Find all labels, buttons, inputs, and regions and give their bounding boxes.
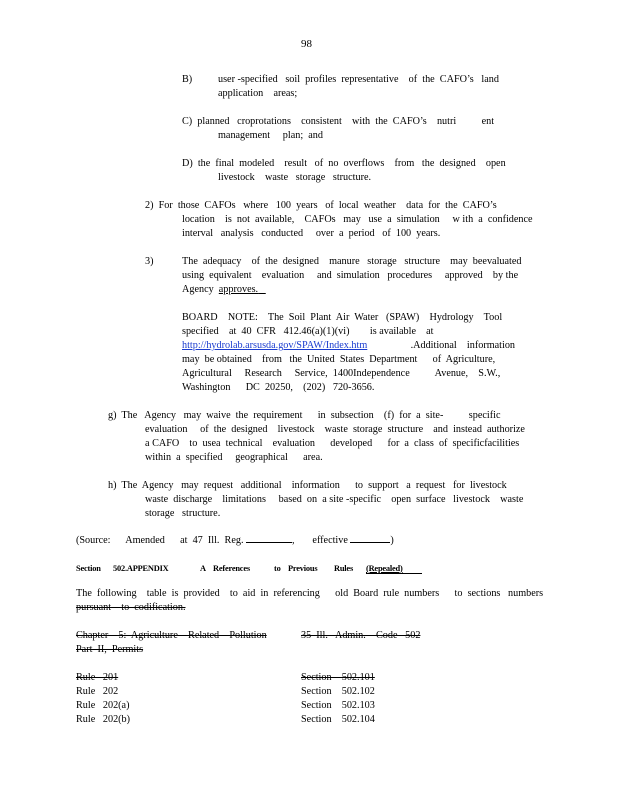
board-note-line-5: Agricultural Research Service, 1400Independence Avenue, S.W.,: [182, 368, 501, 379]
section-label: Section: [76, 564, 101, 573]
table-row-3-right: Section 502.103: [301, 700, 375, 711]
source-close-paren: ): [390, 535, 394, 546]
section-to: to: [274, 564, 281, 573]
section-appendix-letter: A: [200, 564, 206, 573]
page-number: 98: [301, 38, 312, 50]
table-row-3-left: Rule 202(a): [76, 700, 130, 711]
item-b-marker: B): [182, 74, 193, 85]
item-d-line-2: livestock waste storage structure.: [218, 172, 372, 183]
repealed-underline: [366, 573, 422, 574]
item-h-line-3: storage structure.: [145, 508, 221, 519]
item-b-line-1: user -specified soil profiles representative of the CAFO’s land: [218, 74, 499, 85]
board-note-line-3: [182, 339, 515, 353]
board-note-line-3-rest: .Additional information: [367, 340, 516, 351]
intro-line-2: pursuant to codification.: [76, 602, 186, 613]
section-number: 502.APPENDIX: [113, 564, 169, 573]
item-d-line-1: D) the final modeled result of no overflows from the designed open: [182, 158, 506, 169]
section-previous: Previous: [288, 564, 318, 573]
table-left-header-2: Part II, Permits: [76, 644, 144, 655]
item-c-line-1: C) planned croprotations consistent with the CAFO’s nutri ent: [182, 116, 495, 127]
item-3-line-2: using equivalent evaluation and simulation procedures approved by the: [182, 270, 519, 281]
item-g-line-4: within a specified geographical area.: [145, 452, 323, 463]
item-3-line-3-text: Agency: [182, 284, 219, 295]
table-row-4-right: Section 502.104: [301, 714, 375, 725]
item-g-line-1: g) The Agency may waive the requirement in subsection (f) for a site- specific: [108, 410, 501, 421]
table-left-header-1: Chapter 5: Agriculture Related Pollution: [76, 630, 267, 641]
table-row-1-left: Rule 201: [76, 672, 119, 683]
item-3-line-3: [182, 283, 266, 297]
table-row-2-left: Rule 202: [76, 686, 119, 697]
table-row-1-right: Section 502.101: [301, 672, 375, 683]
item-3-trailing-underline: [258, 284, 266, 295]
table-row-4-left: Rule 202(b): [76, 714, 131, 725]
spaw-link[interactable]: http://hydrolab.arsusda.gov/SPAW/Index.htm: [182, 340, 368, 351]
item-g-line-2: evaluation of the designed livestock waste storage structure and instead authorize: [145, 424, 525, 435]
item-h-line-1: h) The Agency may request additional information to support a request for livestock: [108, 480, 507, 491]
item-3-marker: 3): [145, 256, 154, 267]
section-references: References: [213, 564, 250, 573]
item-3-approves: approves.: [218, 284, 259, 295]
item-3-line-1: The adequacy of the designed manure storage structure may beevaluated: [182, 256, 522, 267]
source-amended: (Source: Amended at 47 Ill. Reg.: [76, 535, 244, 546]
item-b-line-2: application areas;: [218, 88, 298, 99]
source-line: [76, 532, 394, 548]
section-repealed: (Repealed): [366, 564, 403, 573]
section-rules: Rules: [334, 564, 354, 573]
item-c-line-2: management plan; and: [218, 130, 323, 141]
board-note-line-4: may be obtained from the United States Department of Agriculture,: [182, 354, 496, 365]
board-note-line-6: Washington DC 20250, (202) 720-3656.: [182, 382, 375, 393]
source-effective: , effective: [292, 535, 348, 546]
item-g-line-3: a CAFO to usea technical evaluation developed for a class of specificfacilities: [145, 438, 520, 449]
effective-date-blank: [350, 532, 390, 543]
intro-line-1: The following table is provided to aid in referencing old Board rule numbers to sections numbers: [76, 588, 544, 599]
item-2-line-2: location is not available, CAFOs may use a simulation w ith a confidence: [182, 214, 533, 225]
board-note-line-1: BOARD NOTE: The Soil Plant Air Water (SPAW) Hydrology Tool: [182, 312, 503, 323]
board-note-line-2: specified at 40 CFR 412.46(a)(1)(vi) is available at: [182, 326, 434, 337]
register-blank: [246, 532, 292, 543]
table-row-2-right: Section 502.102: [301, 686, 375, 697]
item-2-line-3: interval analysis conducted over a period of 100 years.: [182, 228, 441, 239]
item-h-line-2: waste discharge limitations based on a site -specific open surface livestock waste: [145, 494, 524, 505]
table-right-header: 35 Ill. Admin. Code 502: [301, 630, 421, 641]
item-2-line-1: 2) For those CAFOs where 100 years of local weather data for the CAFO’s: [145, 200, 497, 211]
